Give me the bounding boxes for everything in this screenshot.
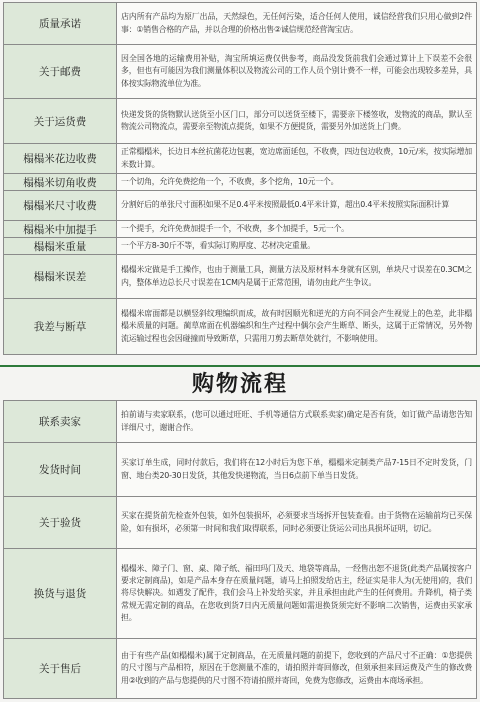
table-row [4,238,477,255]
row-key: 关于验货 [4,497,117,549]
section-banner [0,355,480,397]
row-key: 关于邮费 [4,45,117,99]
table-row [4,99,477,144]
row-value: 一个平方8-30斤不等，看实际订购厚度、芯材决定重量。 [117,238,477,255]
row-key: 榻榻米中加提手 [4,221,117,238]
row-value: 一个切角，允许免费挖角一个，不收费，多个挖角，10元一个。 [117,174,477,191]
table-row [4,3,477,45]
row-value: 因全国各地的运输费用补贴，淘宝所填运费仅供参考，商品没发货前我们会通过算计上下误差不会很多，但也有可能因为我们测量体积以及物流公司的工作人员个别计费不一样，可能会出现较多差异，具体按实际物流单位为准。 [117,45,477,99]
row-key: 我差与断草 [4,299,117,355]
row-key: 质量承诺 [4,3,117,45]
table-row [4,497,477,549]
row-key: 联系卖家 [4,401,117,443]
row-key: 榻榻米误差 [4,255,117,299]
row-value: 分割好后的单张尺寸面积如果不足0.4平米按照最低0.4平米计算，超出0.4平米按照实际面积计算 [117,191,477,221]
table-row [4,144,477,174]
table-row [4,443,477,497]
row-key: 换货与退货 [4,549,117,639]
row-value: 正常榻榻米，长边日本丝抗菌花边包裹，宽边席面延包，不收费，四边包边收费，10元/米，按实际增加米数计算。 [117,144,477,174]
table-row [4,255,477,299]
shopping-process-table [3,400,477,699]
policy-table [3,2,477,355]
row-key: 榻榻米重量 [4,238,117,255]
table-row [4,174,477,191]
banner-title: 购物流程 [191,372,288,397]
table-row [4,549,477,639]
row-key: 榻榻米尺寸收费 [4,191,117,221]
row-key: 关于售后 [4,639,117,699]
table-row [4,221,477,238]
row-value: 拍前请与卖家联系，(您可以通过旺旺、手机等通信方式联系卖家)确定是否有货，如订做产品请您告知详细尺寸，谢谢合作。 [117,401,477,443]
row-key: 关于运货费 [4,99,117,144]
row-value: 买家在提货前先检查外包装，如外包装损坏，必须要求当场拆开包装查看。由于货物在运输前均已买保险，如有损坏，必须第一时间和我们取得联系，同时必须要让货运公司出具损坏证明，切记。 [117,497,477,549]
table-row [4,191,477,221]
row-value: 买家订单生成，同时付款后，我们将在12小时后为您下单，榻榻米定制类产品7-15日不定时发货，门窗、地台类20-30日发货，其他发快递物流，当日6点前下单当日发货。 [117,443,477,497]
row-key: 榻榻米花边收费 [4,144,117,174]
row-value: 榻榻米定做是手工操作，也由于测量工具，测量方法及原材料本身就有区别，单块尺寸误差在0.3CM之内，整体单边总长尺寸误差在1CM内是属于正常范围，请勿由此产生争议。 [117,255,477,299]
table-row [4,299,477,355]
row-value: 店内所有产品均为原厂出品，天然绿色，无任何污染，适合任何人使用，诚信经营我们只用心做到2件事：①销售合格的产品，并以合理的价格出售②诚信规范经营淘宝店。 [117,3,477,45]
table-row [4,639,477,699]
row-value: 榻榻米、障子门、窗、桌、障子纸、福田玛门及天、地袋等商品，一经售出恕不退货(此类产品属按客户要求定制商品)，如是产品本身存在质量问题，请马上拍照发给店主，经证实是非人为(无使用)的，我们将尽快解决。如遇发了配件，我们会马上补发给买家，并且承担由此产生的任何费用。升降机，椅子类常规无需定制的商品，在您收到货7日内无质量问题如需退换货须完好不影响二次销售，运费由买家承担。 [117,549,477,639]
row-value: 由于有些产品(如榻榻米)属于定制商品，在无质量问题的前提下，您收到的产品尺寸不正确：①您提供的尺寸图与产品相符，原因在于您测量不准的，请拍照并寄回修改，但须承担来回运费及产生的修改费用②收到的产品与您提供的尺寸图不符请拍照并寄回，免费为您修改，运费由本商场承担。 [117,639,477,699]
row-key: 发货时间 [4,443,117,497]
table-row [4,401,477,443]
row-value: 一个提手，允许免费加提手一个，不收费，多个加提手，5元一个。 [117,221,477,238]
row-key: 榻榻米切角收费 [4,174,117,191]
table-row [4,45,477,99]
row-value: 快递发货的货物默认送货至小区门口，部分可以送货至楼下，需要亲下楼签收，发物流的商品，默认至物流公司物流点，需要亲至物流点提货，如果不方便提货，需要另外加送货上门费。 [117,99,477,144]
row-value: 榻榻米席面都是以横竖斜纹理编织而成，故有时因顺光和逆光的方向不同会产生视觉上的色差，此非榻榻米质量的问题。蔺草席面在机器编织和生产过程中偶尔会产生断草、断头，这属于正常情况，另外物流运输过程也会因碰撞而导致断草，只需用刀剪去断草处就行，不影响使用。 [117,299,477,355]
